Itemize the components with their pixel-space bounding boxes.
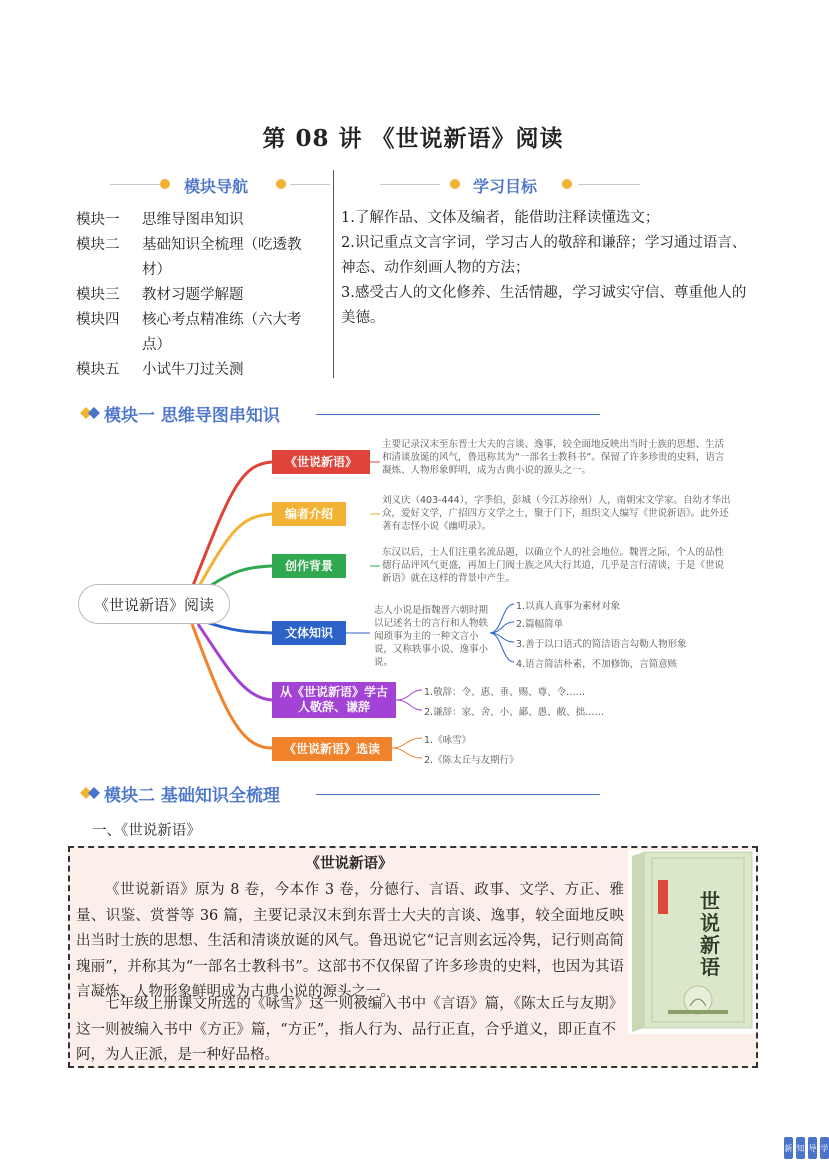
corner-nav[interactable]	[784, 1137, 829, 1159]
page-title: 第 08 讲 《世说新语》阅读	[262, 125, 564, 152]
selections-sub-item: 1.《咏雪》	[424, 735, 472, 746]
goals-heading-bar	[380, 174, 640, 196]
honorifics-sub-item: 1.敬辞：令、惠、垂、赐、尊、令……	[424, 687, 586, 698]
corner-label: 导	[808, 1137, 817, 1159]
mind-map-center: 《世说新语》阅读	[78, 584, 230, 624]
genre-sub-item: 1.以真人真事为素材对象	[516, 601, 621, 612]
nav-heading-bar	[110, 174, 330, 196]
nav-item[interactable]: 模块二 基础知识全梳理（吃透教材）	[76, 237, 302, 278]
branch-genre-note: 志人小说是指魏晋六朝时期以记述名士的言行和人物轶闻琐事为主的一种文言小说，又称轶事小说、逸事小说。	[374, 605, 489, 668]
mind-map	[70, 432, 750, 772]
book-title: 世说新语	[700, 889, 720, 979]
info-paragraph: 七年级上册课文所选的《咏雪》这一则被编入书中《言语》篇，《陈太丘与友期》这一则被编入书中《方正》篇，“方正”，指人行为、品行正直，合乎道义，即正直不阿，为人正派，是一种好品格。	[76, 996, 616, 1063]
nav-heading: 模块导航	[184, 177, 249, 196]
branch-honorifics: 从《世说新语》学古人敬辞、谦辞	[272, 682, 396, 718]
info-box-heading: 《世说新语》	[305, 855, 393, 872]
corner-label: 新	[784, 1137, 793, 1159]
diamond-arrow-icon	[80, 405, 100, 421]
corner-label: 知	[796, 1137, 805, 1159]
goals-heading: 学习目标	[473, 177, 538, 196]
branch-editor-note: 刘义庆（403-444），字季伯，彭城（今江苏徐州）人，南朝宋文学家。自幼才华出众，爱好文学，广招四方文学之士，聚于门下，组织文人编写《世说新语》。此外还著有志怪小说《幽明录》。	[382, 495, 731, 532]
genre-sub-item: 2.篇幅简单	[516, 619, 564, 630]
goal-item: 1.了解作品、文体及编者，能借助注释读懂选文；	[341, 210, 660, 226]
book-cover-image	[628, 850, 756, 1034]
section-heading: 一、《世说新语》	[92, 823, 201, 839]
branch-book: 《世说新语》	[272, 450, 370, 474]
dot-icon	[276, 179, 286, 189]
module2-title: 模块二 基础知识全梳理	[104, 786, 280, 806]
corner-label: 学	[820, 1137, 829, 1159]
learning-goals	[341, 206, 751, 331]
branch-background-note: 东汉以后，士人们注重名流品题，以确立个人的社会地位。魏晋之际，个人的品性德行品评风气更盛，再加上门阀士族之风大行其道，几乎是言行清谈，于是《世说新语》就在这样的背景中产生。	[382, 547, 725, 584]
dot-icon	[562, 179, 572, 189]
column-divider	[333, 170, 334, 378]
branch-genre: 文体知识	[272, 621, 346, 645]
branch-background: 创作背景	[272, 554, 346, 578]
nav-item[interactable]: 模块三 教材习题学解题	[76, 287, 244, 303]
nav-item[interactable]: 模块一 思维导图串知识	[76, 212, 244, 228]
goal-item: 3.感受古人的文化修养、生活情趣，学习诚实守信、尊重他人的美德。	[341, 285, 747, 326]
module2-header	[80, 781, 600, 807]
selections-sub-item: 2.《陈太丘与友期行》	[424, 755, 519, 766]
genre-sub-item: 4.语言简洁朴素，不加修饰，言简意赅	[516, 659, 678, 670]
honorifics-sub-item: 2.谦辞：家、舍、小、鄙、愚、敝、拙……	[424, 707, 605, 718]
dot-icon	[450, 179, 460, 189]
branch-book-note: 主要记录汉末至东晋士大夫的言谈、逸事，较全面地反映出当时士族的思想、生活和清谈放诞的风气，鲁迅称其为“一部名士教科书”。保留了许多珍贵的史料，语言凝炼、人物形象鲜明，成为古典小说的源头之一。	[382, 439, 725, 476]
info-paragraph: 《世说新语》原为 8 卷，今本作 3 卷，分德行、言语、政事、文学、方正、雅量、识鉴、赏誉等 36 篇，主要记录汉末到东晋士大夫的言谈、逸事，较全面地反映出当时士族的思想、生活和清谈放诞的风气。鲁迅说它“记言则玄远冷隽，记行则高简瑰丽”，并称其为“一部名士教科书”。这部书不仅保留了许多珍贵的史料，也因为其语言凝炼、人物形象鲜明成为古典小说的源头之一。	[76, 882, 624, 1000]
goal-item: 2.识记重点文言字词，学习古人的敬辞和谦辞；学习通过语言、神态、动作刻画人物的方法；	[341, 235, 747, 276]
module-nav-list	[76, 208, 316, 383]
module1-header	[80, 401, 600, 427]
genre-sub-item: 3.善于以口语式的简洁语言勾勒人物形象	[516, 639, 687, 650]
branch-editor: 编者介绍	[272, 502, 346, 526]
dot-icon	[160, 179, 170, 189]
nav-item[interactable]: 模块四 核心考点精准练（六大考点）	[76, 312, 302, 353]
nav-item[interactable]: 模块五 小试牛刀过关测	[76, 362, 244, 378]
diamond-arrow-icon	[80, 785, 100, 801]
module1-title: 模块一 思维导图串知识	[104, 406, 280, 426]
branch-selections: 《世说新语》选读	[272, 737, 392, 761]
